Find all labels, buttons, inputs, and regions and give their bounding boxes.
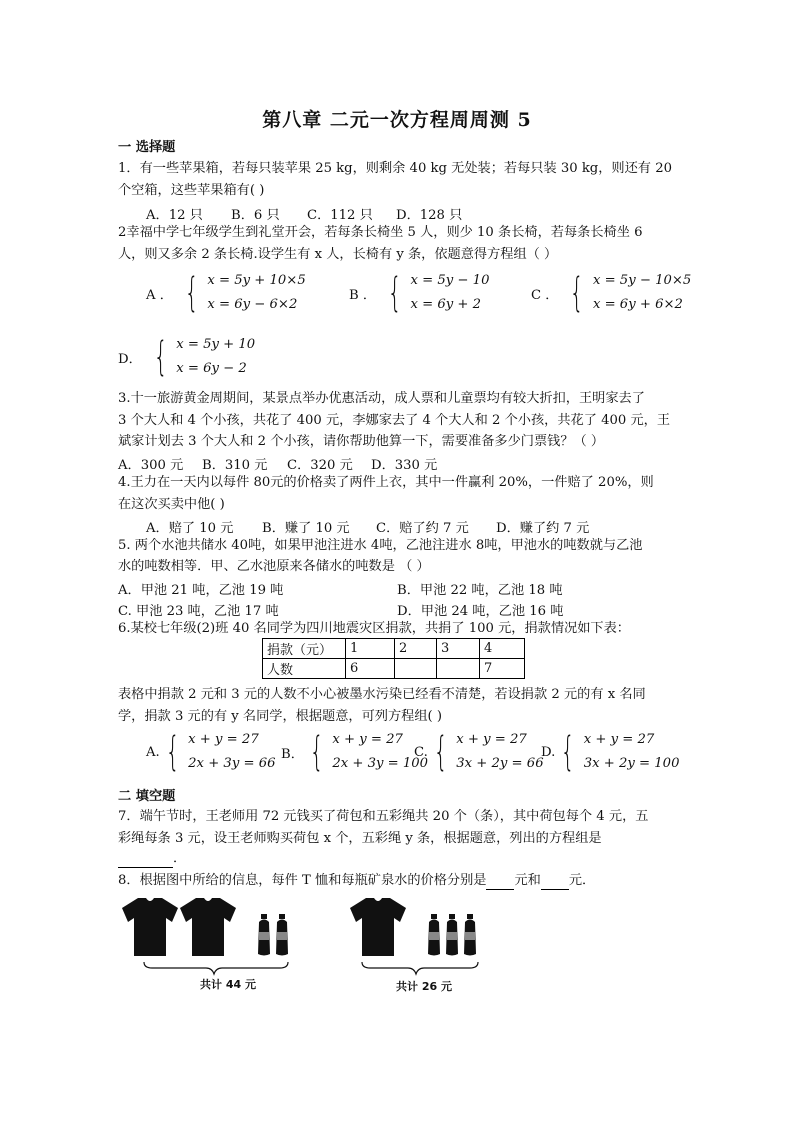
q1-option-b: B．6 只: [231, 208, 280, 223]
equation: 3x + 2y = 66: [456, 756, 544, 771]
q7-text-line1: 7．端午节时，王老师用 72 元钱买了荷包和五彩绳共 20 个（条），其中荷包每个 4 元，五: [118, 809, 649, 824]
section-heading-fill: 二 填空题: [118, 789, 176, 804]
left-brace-icon: {: [153, 334, 168, 380]
q4-option-b: B．赚了 10 元: [262, 521, 350, 536]
q3-option-b: B．310 元: [202, 458, 268, 473]
answer-blank[interactable]: [118, 853, 173, 868]
option-label: A.: [146, 744, 160, 760]
q3-option-a: A．300 元: [118, 458, 184, 473]
equation: x + y = 27: [188, 732, 259, 747]
q6-option-a: [146, 728, 276, 776]
left-brace-icon: {: [561, 729, 576, 775]
tshirt-icon: [350, 898, 406, 956]
table-cell: 人数: [263, 659, 346, 679]
option-label: D．: [118, 351, 142, 367]
q3-option-d: D．330 元: [371, 458, 438, 473]
equation: x = 6y + 2: [410, 297, 482, 312]
equation: x + y = 27: [456, 732, 527, 747]
option-label: B．: [281, 746, 304, 762]
q6-option-b: [281, 728, 428, 776]
table-cell: 捐款（元）: [263, 639, 346, 659]
water-bottle-icon: [428, 914, 440, 956]
q6-option-d: [541, 728, 679, 776]
q6-text-line1: 6.某校七年级(2)班 40 名同学为四川地震灾区捐款，共捐了 100 元，捐款情况如下表：: [118, 621, 630, 636]
table-cell: [395, 659, 437, 679]
donation-table: [262, 638, 525, 679]
q2-text-line2: 人，则又多余 2 条长椅.设学生有 x 人，长椅有 y 条，依题意得方程组（ ）: [118, 247, 558, 262]
option-label: C.: [414, 744, 428, 760]
bracket-icon: [144, 962, 288, 974]
table-cell: 3: [437, 639, 480, 659]
equation: x = 5y − 10×5: [592, 273, 692, 288]
water-bottle-icon: [446, 914, 458, 956]
tshirt-icon: [180, 898, 236, 956]
q5-option-d: D．甲池 24 吨，乙池 16 吨: [397, 604, 564, 619]
table-cell: 2: [395, 639, 437, 659]
equation: x = 6y − 2: [176, 361, 247, 376]
left-brace-icon: {: [184, 270, 199, 316]
water-bottle-icon: [276, 914, 288, 956]
q8-text-line1: [118, 872, 595, 890]
q2-option-c: [531, 269, 691, 317]
left-brace-icon: {: [570, 270, 585, 316]
section-heading-choice: 一 选择题: [118, 140, 176, 155]
q7-period: ．: [173, 851, 187, 866]
q1-option-c: C．112 只: [307, 208, 373, 223]
option-label: D.: [541, 744, 556, 760]
figure-right: [344, 892, 494, 976]
q8-text-b: 元和: [514, 873, 541, 888]
q8-text-c: 元．: [568, 873, 596, 888]
table-row: [263, 639, 525, 659]
q5-option-a: A．甲池 21 吨，乙池 19 吨: [118, 583, 284, 598]
table-row: [263, 659, 525, 679]
equation: x = 6y − 6×2: [207, 297, 298, 312]
equation: x + y = 27: [583, 732, 655, 747]
table-cell: 1: [346, 639, 395, 659]
q6-option-c: [414, 728, 544, 776]
q4-option-d: D．赚了约 7 元: [496, 521, 590, 536]
figure-left: [118, 892, 308, 976]
bracket-icon: [362, 962, 478, 974]
water-bottle-icon: [258, 914, 270, 956]
q4-option-a: A．赔了 10 元: [146, 521, 234, 536]
q1-option-d: D．128 只: [396, 208, 463, 223]
tshirt-icon: [122, 898, 178, 956]
table-cell: 4: [480, 639, 525, 659]
q4-option-c: C．赔了约 7 元: [376, 521, 469, 536]
q1-text-line2: 个空箱，这些苹果箱有( ): [118, 183, 265, 198]
q4-text-line2: 在这次买卖中他( ): [118, 497, 225, 512]
q3-text-line1: 3.十一旅游黄金周期间，某景点举办优惠活动，成人票和儿童票均有较大折扣，王明家去了: [118, 391, 645, 406]
equation: x = 5y − 10: [410, 273, 490, 288]
q3-option-c: C．320 元: [287, 458, 353, 473]
q3-text-line3: 斌家计划去 3 个大人和 2 个小孩，请你帮助他算一下，需要准备多少门票钱？（ ）: [118, 434, 605, 449]
q5-option-c: C. 甲池 23 吨，乙池 17 吨: [118, 604, 279, 619]
left-brace-icon: {: [309, 729, 324, 775]
answer-blank-tshirt[interactable]: [486, 875, 514, 890]
q4-text-line1: 4.王力在一天内以每件 80元的价格卖了两件上衣，其中一件赢利 20%，一件赔了 20%，则: [118, 475, 654, 490]
q7-text-line2: 彩绳每条 3 元，设王老师购买荷包 x 个，五彩绳 y 条，根据题意，列出的方程组是: [118, 831, 602, 846]
q1-option-a: A．12 只: [146, 208, 203, 223]
q2-option-a: [146, 269, 306, 317]
table-cell: [437, 659, 480, 679]
q8-text-a: 8．根据图中所给的信息，每件 T 恤和每瓶矿泉水的价格分别是: [118, 873, 487, 888]
q5-text-line2: 水的吨数相等．甲、乙水池原来各储水的吨数是 （ ）: [118, 559, 430, 574]
q6-text-line2: 表格中捐款 2 元和 3 元的人数不小心被墨水污染已经看不清楚，若设捐款 2 元的有 x 名同: [118, 687, 646, 702]
figure-right-caption: 共计 26 元: [396, 980, 452, 993]
q2-option-d: [118, 333, 255, 381]
figure-left-caption: 共计 44 元: [200, 978, 256, 991]
option-label: C ．: [531, 287, 559, 303]
q7-answer-line: [118, 850, 186, 868]
q5-text-line1: 5. 两个水池共储水 40吨，如果甲池注进水 4吨，乙池注进水 8吨，甲池水的吨数就与乙池: [118, 538, 643, 553]
equation: 2x + 3y = 100: [332, 756, 429, 771]
equation: 2x + 3y = 66: [188, 756, 276, 771]
table-cell: 6: [346, 659, 395, 679]
q2-text-line1: 2幸福中学七年级学生到礼堂开会，若每条长椅坐 5 人，则少 10 条长椅，若每条长椅坐 6: [118, 225, 643, 240]
table-cell: 7: [480, 659, 525, 679]
q1-text-line1: 1．有一些苹果箱，若每只装苹果 25 kg，则剩余 40 kg 无处装；若每只装 30 kg，则还有 20: [118, 161, 672, 176]
equation: x = 5y + 10×5: [207, 273, 306, 288]
page-title: 第八章 二元一次方程周周测 5: [262, 109, 532, 131]
option-label: B ．: [349, 287, 377, 303]
q6-text-line3: 学，捐款 3 元的有 y 名同学，根据题意，可列方程组( ): [118, 709, 443, 724]
q5-option-b: B．甲池 22 吨，乙池 18 吨: [397, 583, 563, 598]
left-brace-icon: {: [433, 729, 448, 775]
q2-option-b: [349, 269, 489, 317]
q3-text-line2: 3 个大人和 4 个小孩，共花了 400 元，李娜家去了 4 个大人和 2 个小孩，共花了 400 元，王: [118, 413, 671, 428]
water-bottle-icon: [464, 914, 476, 956]
equation: x + y = 27: [332, 732, 403, 747]
answer-blank-water[interactable]: [541, 875, 569, 890]
left-brace-icon: {: [165, 729, 180, 775]
equation: x = 6y + 6×2: [592, 297, 683, 312]
equation: 3x + 2y = 100: [583, 756, 680, 771]
option-label: A ．: [146, 287, 173, 303]
equation: x = 5y + 10: [176, 337, 256, 352]
left-brace-icon: {: [387, 270, 402, 316]
